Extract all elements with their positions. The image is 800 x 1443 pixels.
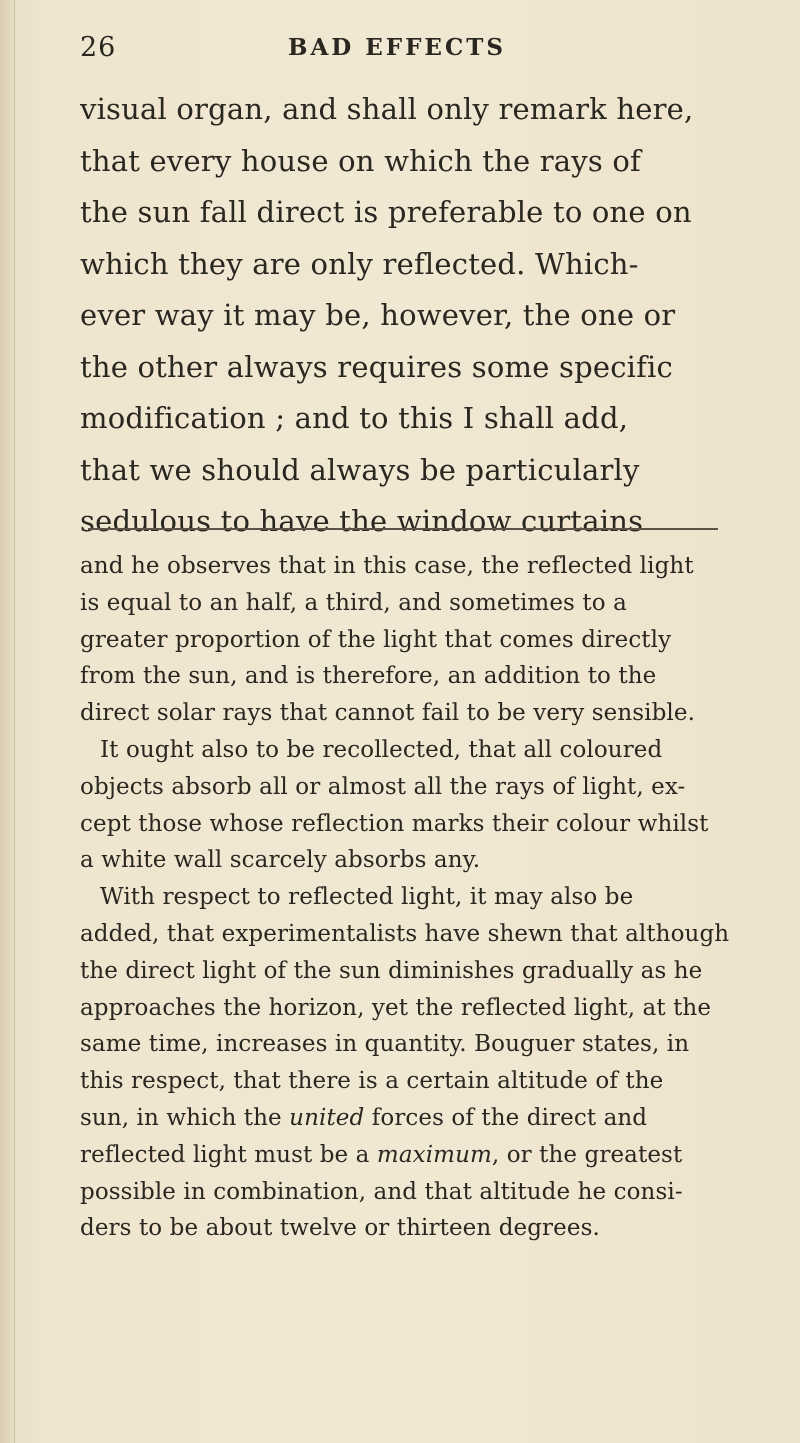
footnote-line: With respect to reflected light, it may also be	[100, 884, 634, 911]
footnote-text	[80, 548, 748, 1247]
footnote-line	[80, 1100, 748, 1137]
main-line: that we should always be particularly	[80, 452, 640, 487]
main-line: which they are only reflected. Which-	[80, 246, 639, 281]
main-line: ever way it may be, however, the one or	[80, 298, 676, 332]
footnote-line: ders to be about twelve or thirteen degrees.	[80, 1215, 600, 1242]
main-line: visual organ, and shall only remark here,	[80, 92, 694, 126]
footnote-line: the direct light of the sun diminishes gradually as he	[80, 957, 703, 984]
page-header	[80, 30, 745, 70]
running-head: BAD EFFECTS	[288, 34, 506, 61]
footnote-line: greater proportion of the light that comes directly	[80, 626, 672, 653]
footnote-line: and he observes that in this case, the reflected light	[80, 553, 694, 579]
footnote-line	[80, 1137, 748, 1174]
footnote-divider	[88, 528, 718, 530]
main-line: that every house on which the rays of	[80, 143, 641, 178]
main-line: the sun fall direct is preferable to one on	[80, 195, 692, 229]
main-line: sedulous to have the window curtains	[80, 504, 644, 538]
footnote-text-span: sun, in which the	[80, 1104, 290, 1131]
footnote-line: same time, increases in quantity. Bouguer states, in	[80, 1031, 690, 1058]
page-number: 26	[80, 32, 117, 63]
main-text	[80, 84, 748, 548]
main-line: modification ; and to this I shall add,	[80, 401, 629, 435]
footnote-text-span: reflected light must be a	[80, 1141, 377, 1168]
footnote-line: from the sun, and is therefore, an addition to the	[80, 663, 657, 690]
footnote-italic-word: united	[289, 1104, 365, 1131]
footnote-line: possible in combination, and that altitude he consi-	[80, 1178, 683, 1205]
footnote-line: is equal to an half, a third, and sometimes to a	[80, 589, 627, 616]
footnote-line: objects absorb all or almost all the rays of light, ex-	[80, 773, 686, 800]
footnote-text-span: forces of the direct and	[364, 1104, 648, 1131]
footnote-line: It ought also to be recollected, that all coloured	[100, 736, 663, 763]
footnote-line: a white wall scarcely absorbs any.	[80, 847, 481, 874]
footnote-italic-word: maximum	[376, 1141, 492, 1168]
main-line: the other always requires some specific	[80, 349, 673, 384]
footnote-line: approaches the horizon, yet the reflected light, at the	[80, 994, 712, 1021]
page-binding-edge	[0, 0, 15, 1443]
footnote-line: cept those whose reflection marks their colour whilst	[80, 810, 709, 837]
footnote-line: this respect, that there is a certain altitude of the	[80, 1068, 664, 1095]
footnote-line: direct solar rays that cannot fail to be very sensible.	[80, 700, 695, 727]
footnote-line: added, that experimentalists have shewn that although	[80, 920, 730, 947]
footnote-text-span: , or the greatest	[491, 1141, 683, 1168]
